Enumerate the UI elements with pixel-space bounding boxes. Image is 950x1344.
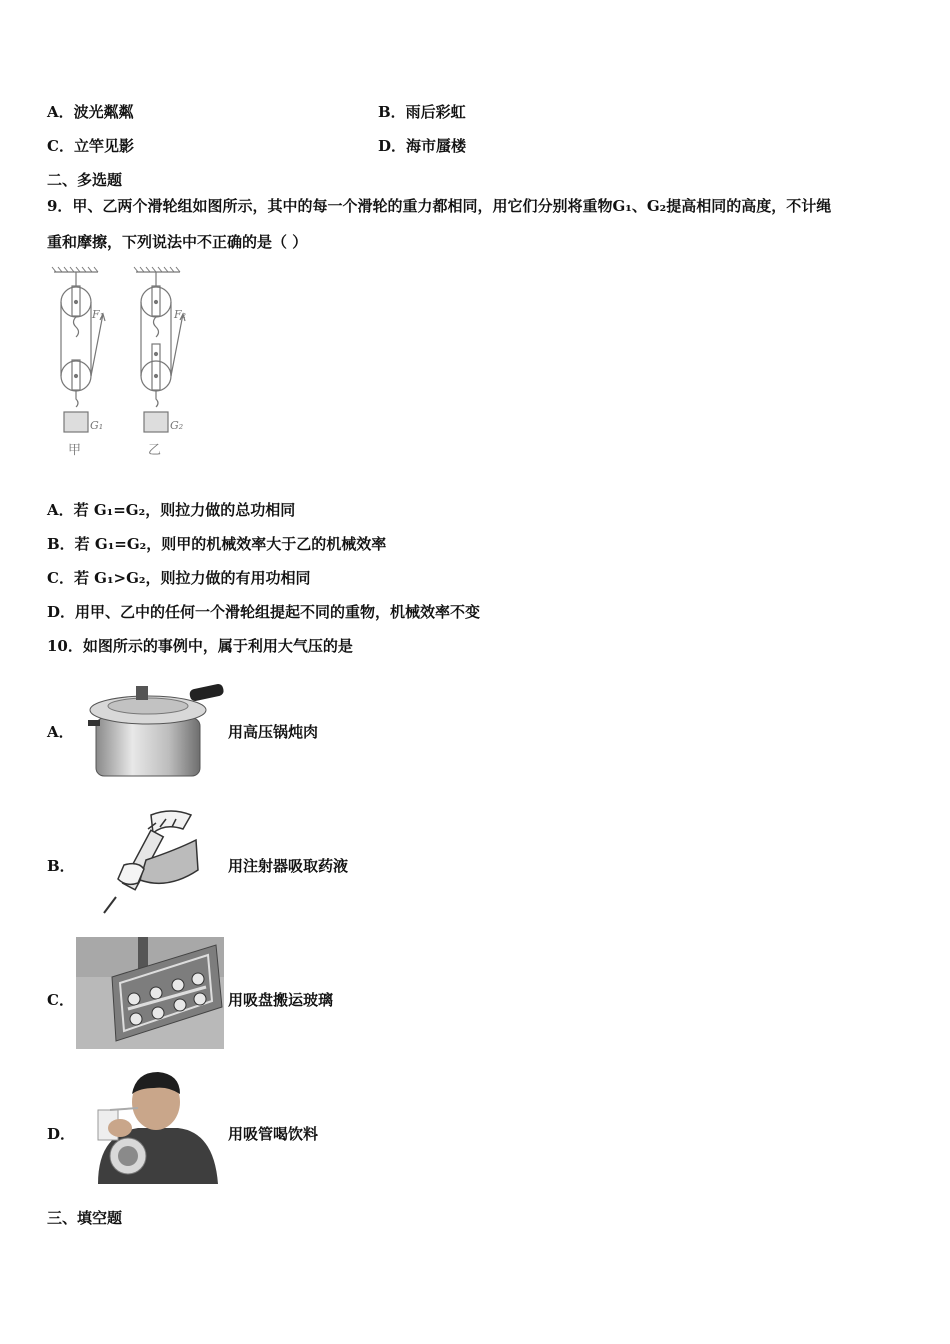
label-right-system: 乙 bbox=[148, 443, 162, 458]
q10-option-a-text: 用高压锅炖肉 bbox=[228, 723, 319, 741]
q9-option-d: D．用甲、乙中的任何一个滑轮组提起不同的重物，机械效率不变 bbox=[47, 603, 481, 621]
q10-option-a-letter: A． bbox=[47, 723, 74, 741]
q10-option-b-letter: B． bbox=[47, 857, 75, 875]
q8-option-a: A．波光粼粼 bbox=[47, 103, 134, 121]
q10-stem: 10．如图所示的事例中，属于利用大气压的是 bbox=[47, 637, 353, 655]
boy-drinking-straw-image bbox=[80, 1072, 222, 1184]
label-f1: F₁ bbox=[92, 308, 105, 321]
label-left-system: 甲 bbox=[68, 443, 82, 458]
label-f2: F₂ bbox=[174, 308, 187, 321]
q8-option-b: B．雨后彩虹 bbox=[378, 103, 466, 121]
label-g2: G₂ bbox=[170, 419, 184, 432]
syringe-image bbox=[96, 805, 201, 915]
q10-option-c-letter: C． bbox=[47, 991, 74, 1009]
q9-option-c: C．若 G₁>G₂，则拉力做的有用功相同 bbox=[47, 569, 311, 587]
q9-option-b: B．若 G₁=G₂，则甲的机械效率大于乙的机械效率 bbox=[47, 535, 387, 553]
q10-option-d-text: 用吸管喝饮料 bbox=[228, 1125, 319, 1143]
section-title-fill-in: 三、填空题 bbox=[47, 1209, 123, 1227]
label-g1: G₁ bbox=[90, 419, 104, 432]
pressure-cooker-image bbox=[86, 680, 226, 780]
q10-option-b-text: 用注射器吸取药液 bbox=[228, 857, 349, 875]
pulley-diagram bbox=[46, 264, 206, 464]
q9-stem-line1: 9．甲、乙两个滑轮组如图所示，其中的每一个滑轮的重力都相同，用它们分别将重物G₁、G₂提高相同的高度，不计绳 bbox=[47, 197, 832, 215]
q10-option-d-letter: D． bbox=[47, 1125, 76, 1143]
q9-stem-line2: 重和摩擦，下列说法中不正确的是（ ） bbox=[47, 233, 308, 251]
section-title-multiple-choice: 二、多选题 bbox=[47, 171, 123, 189]
q10-option-c-text: 用吸盘搬运玻璃 bbox=[228, 991, 334, 1009]
q8-option-d: D．海市蜃楼 bbox=[378, 137, 467, 155]
q9-option-a: A．若 G₁=G₂，则拉力做的总功相同 bbox=[47, 501, 296, 519]
q8-option-c: C．立竿见影 bbox=[47, 137, 134, 155]
suction-cup-glass-image bbox=[76, 937, 224, 1049]
